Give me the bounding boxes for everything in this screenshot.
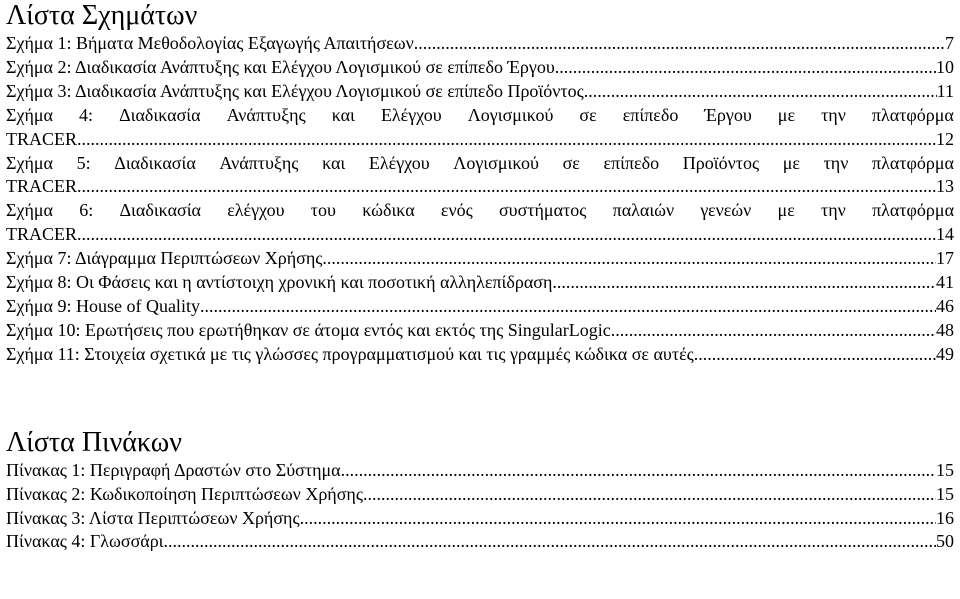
entry-text: Σχήμα 3: Διαδικασία Ανάπτυξης και Ελέγχου Λογισμικού σε επίπεδο Προϊόντος	[6, 80, 584, 101]
document-page	[6, 0, 954, 554]
entry-text: Πίνακας 2: Κωδικοποίηση Περιπτώσεων Χρήσης	[6, 483, 363, 504]
entry-text: Σχήμα 8: Οι Φάσεις και η αντίστοιχη χρονική και ποσοτική αλληλεπίδραση	[6, 272, 553, 293]
page-number: 48	[936, 319, 954, 340]
entry-text: Σχήμα 6: Διαδικασία ελέγχου του κώδικα ενός συστήματος παλαιών γενεών με την πλατφόρμα	[6, 200, 954, 221]
figure-entry[interactable]	[6, 80, 954, 104]
entry-text-continued: TRACER	[6, 224, 78, 245]
figure-entry[interactable]	[6, 32, 954, 56]
dot-leader	[77, 128, 936, 152]
dot-leader	[363, 483, 936, 507]
figure-entry[interactable]	[6, 343, 954, 367]
entry-text-continued: TRACER	[6, 176, 78, 197]
dot-leader	[300, 507, 936, 531]
figure-entry[interactable]	[6, 199, 954, 247]
dot-leader	[555, 56, 936, 80]
entry-text: Σχήμα 1: Βήματα Μεθοδολογίας Εξαγωγής Απαιτήσεων	[6, 33, 414, 53]
page-number: 14	[936, 224, 954, 245]
page-number: 46	[936, 295, 954, 316]
dot-leader	[341, 459, 936, 483]
table-entry[interactable]	[6, 483, 954, 507]
dot-leader	[77, 223, 936, 247]
page-number: 41	[936, 272, 954, 293]
entry-text-continued: TRACER	[6, 128, 78, 149]
dot-leader	[414, 32, 945, 56]
entry-text: Σχήμα 11: Στοιχεία σχετικά με τις γλώσσες προγραμματισμού και τις γραμμές κώδικα σε αυτές	[6, 343, 694, 364]
page-number: 49	[936, 343, 954, 364]
entry-text: Πίνακας 3: Λίστα Περιπτώσεων Χρήσης	[6, 507, 300, 528]
tables-list	[6, 459, 954, 555]
page-number: 12	[936, 128, 954, 149]
dot-leader	[164, 530, 936, 554]
figure-entry[interactable]	[6, 104, 954, 152]
dot-leader	[77, 175, 936, 199]
table-entry[interactable]	[6, 507, 954, 531]
page-number: 11	[936, 80, 954, 101]
page-number: 10	[936, 56, 954, 77]
page-number: 17	[936, 248, 954, 269]
entry-text: Σχήμα 2: Διαδικασία Ανάπτυξης και Ελέγχου Λογισμικού σε επίπεδο Έργου	[6, 56, 555, 77]
figure-entry[interactable]	[6, 271, 954, 295]
dot-leader	[694, 343, 936, 367]
dot-leader	[200, 295, 936, 319]
page-number: 7	[945, 33, 954, 53]
entry-text: Σχήμα 9: House of Quality	[6, 295, 200, 316]
entry-text: Πίνακας 1: Περιγραφή Δραστών στο Σύστημα	[6, 459, 341, 480]
entry-text: Σχήμα 10: Ερωτήσεις που ερωτήθηκαν σε άτομα εντός και εκτός της SingularLogic	[6, 319, 611, 340]
page-number: 13	[936, 176, 954, 197]
page-number: 15	[936, 459, 954, 480]
page-number: 16	[936, 507, 954, 528]
dot-leader	[584, 80, 937, 104]
dot-leader	[552, 271, 936, 295]
figure-entry[interactable]	[6, 152, 954, 200]
dot-leader	[322, 247, 936, 271]
dot-leader	[611, 319, 936, 343]
entry-text: Σχήμα 5: Διαδικασία Ανάπτυξης και Ελέγχου Λογισμικού σε επίπεδο Προϊόντος με την πλατφόρμα	[6, 152, 954, 173]
table-entry[interactable]	[6, 459, 954, 483]
entry-text: Σχήμα 4: Διαδικασία Ανάπτυξης και Ελέγχου Λογισμικού σε επίπεδο Έργου με την πλατφόρμα	[6, 104, 954, 125]
entry-text: Σχήμα 7: Διάγραμμα Περιπτώσεων Χρήσης	[6, 248, 323, 269]
page-number: 15	[936, 483, 954, 504]
page-number: 50	[936, 531, 954, 552]
figures-list-title: Λίστα Σχημάτων	[6, 0, 198, 31]
tables-list-title: Λίστα Πινάκων	[6, 426, 182, 458]
entry-text: Πίνακας 4: Γλωσσάρι	[6, 531, 164, 552]
table-entry[interactable]	[6, 530, 954, 554]
figure-entry[interactable]	[6, 295, 954, 319]
figure-entry[interactable]	[6, 247, 954, 271]
figure-entry[interactable]	[6, 319, 954, 343]
figure-entry[interactable]	[6, 56, 954, 80]
figures-list	[6, 32, 954, 367]
